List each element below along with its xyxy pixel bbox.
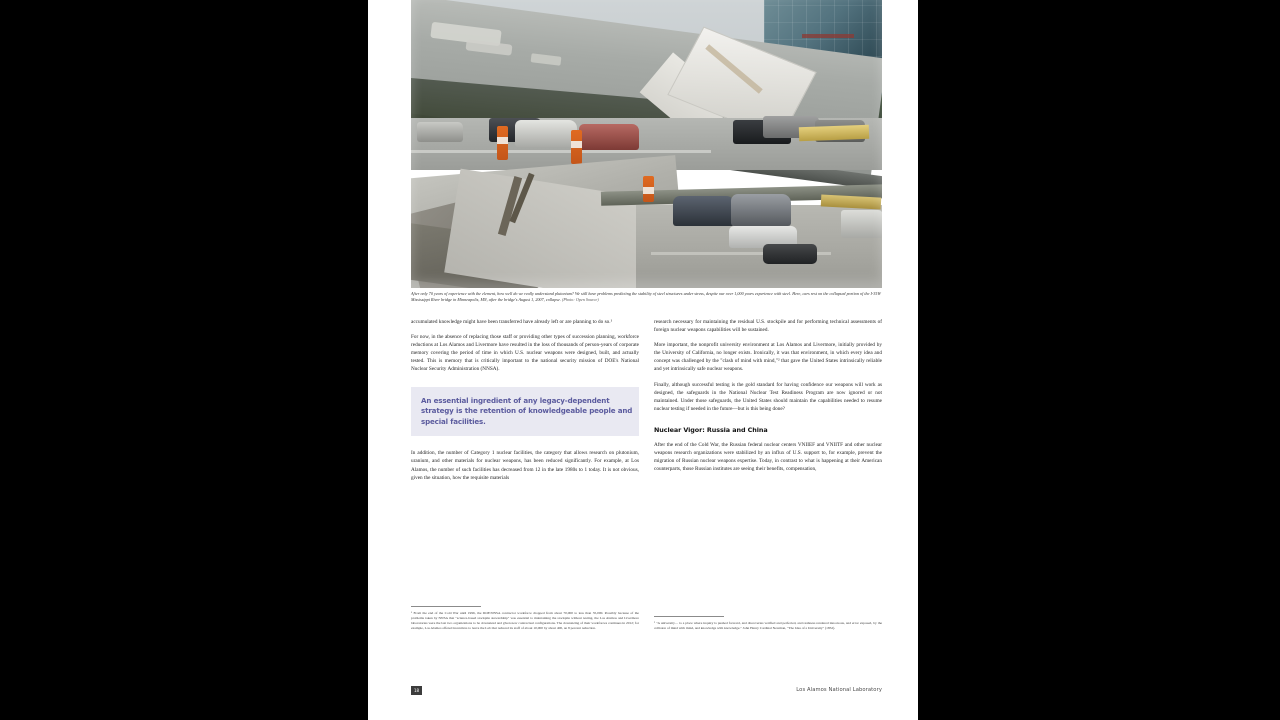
bridge-collapse-photo — [411, 0, 882, 288]
paragraph: More important, the nonprofit university environment at Los Alamos and Livermore, initially provided by the University of California, no longer exists. Ironically, it was that environment, in which every idea and concept was challenged by the "clash of mind with mind,"² that gave the United States intrinsically reliable and yet intrinsically safe nuclear weapons. — [654, 342, 882, 373]
footnote-rule — [654, 616, 724, 617]
paragraph: accumulated knowledge might have been transferred have already left or are planning to do so.¹ — [411, 319, 613, 325]
paragraph: research necessary for maintaining the residual U.S. stockpile and for performing technical assessments of foreign nuclear weapons capabilities will be sustained. — [654, 319, 882, 334]
footnote-text: ² "A university… is a place where inquiry is pushed forward, and discoveries verified and perfected, and rashness rendered innocuous, and error exposed, by the collision of mind with mind, and knowledge with knowledge." John Henry Cardinal Newman, "The Idea of a University" (1852). — [654, 621, 882, 631]
figure-caption — [411, 291, 882, 302]
figure-credit: (Photo: Open Source) — [561, 296, 599, 302]
right-footnote-block — [654, 610, 882, 631]
footnote-text: ¹ From the end of the Cold War until 1996, the DOE/NNSA contractor workforce dropped from about 70,000 to less than 35,000. Possibly because of the problems taken by NNSA that "science-based stockpile stewardship" was essential to maintaining the stockpile without testing, the Los Alamos and Livermore laboratories were the last two organizations to be downsized and given new contractual configurations. The downsizing of their workforces continues in 2012; for example, Los Alamos offered incentives to leave the Lab that reduced its staff of about 10,000 by about 400, an 8 percent reduction. — [411, 611, 639, 631]
section-heading: Nuclear Vigor: Russia and China — [654, 425, 768, 434]
page-footer — [411, 686, 882, 702]
paragraph: In addition, the number of Category 1 nuclear facilities, the category that allows research on plutonium, uranium, and other materials for nuclear weapons, has been reduced significantly. For example, at Los Alamos, the number of such facilities has decreased from 12 in the late 1980s to 1 today. It is not obvious, given the situation, how the requisite materials — [411, 450, 639, 481]
left-footnote-block — [411, 600, 639, 631]
pull-quote: An essential ingredient of any legacy-dependent strategy is the retention of knowledgeable people and special facilities. — [411, 387, 639, 437]
footnote-rule — [411, 606, 481, 607]
photo-vignette — [411, 0, 882, 288]
paragraph: Finally, although successful testing is the gold standard for having confidence our weapons will work as designed, the safeguards in the National Nuclear Test Readiness Program are now ignored or not maintained. Under those safeguards, the United States should maintain the capabilities needed to resume nuclear testing if needed in the future—but is this being done? — [654, 381, 882, 412]
paragraph: For now, in the absence of replacing those staff or providing other types of succession planning, workforce reductions at Los Alamos and Livermore have resulted in the loss of thousands of person-years of corporate memory covering the period of time in which U.S. nuclear weapons were designed, built, and actually tested. This is memory that is critically important to the national security mission of DOE's National Nuclear Security Administration (NNSA). — [411, 334, 639, 373]
paragraph: After the end of the Cold War, the Russian federal nuclear centers VNIIEF and VNIITF and other nuclear weapons research organizations were stabilized by an influx of U.S. support to, for example, prevent the migration of Russian nuclear weapons expertise. Today, in contrast to what is happening at their American counterparts, those Russian institutes are seeing their benefits, compensation, — [654, 441, 882, 473]
body-columns — [411, 318, 882, 658]
photo-illustration — [411, 0, 882, 288]
right-column — [654, 318, 882, 480]
document-page — [368, 0, 918, 720]
page-number: 18 — [411, 686, 422, 695]
figure-caption-text: After only 70 years of experience with the element, how well do we really understand plutonium? We still have problems predicting the stability of steel structures under stress, despite our over 1,000 years experience with steel. Here, cars rest on the collapsed portion of the I-35W Mississippi River bridge in Minneapolis, MN, after the bridge's August 1, 2007, collapse. — [411, 291, 881, 302]
publisher-name: Los Alamos National Laboratory — [796, 687, 882, 693]
left-column — [411, 318, 639, 489]
